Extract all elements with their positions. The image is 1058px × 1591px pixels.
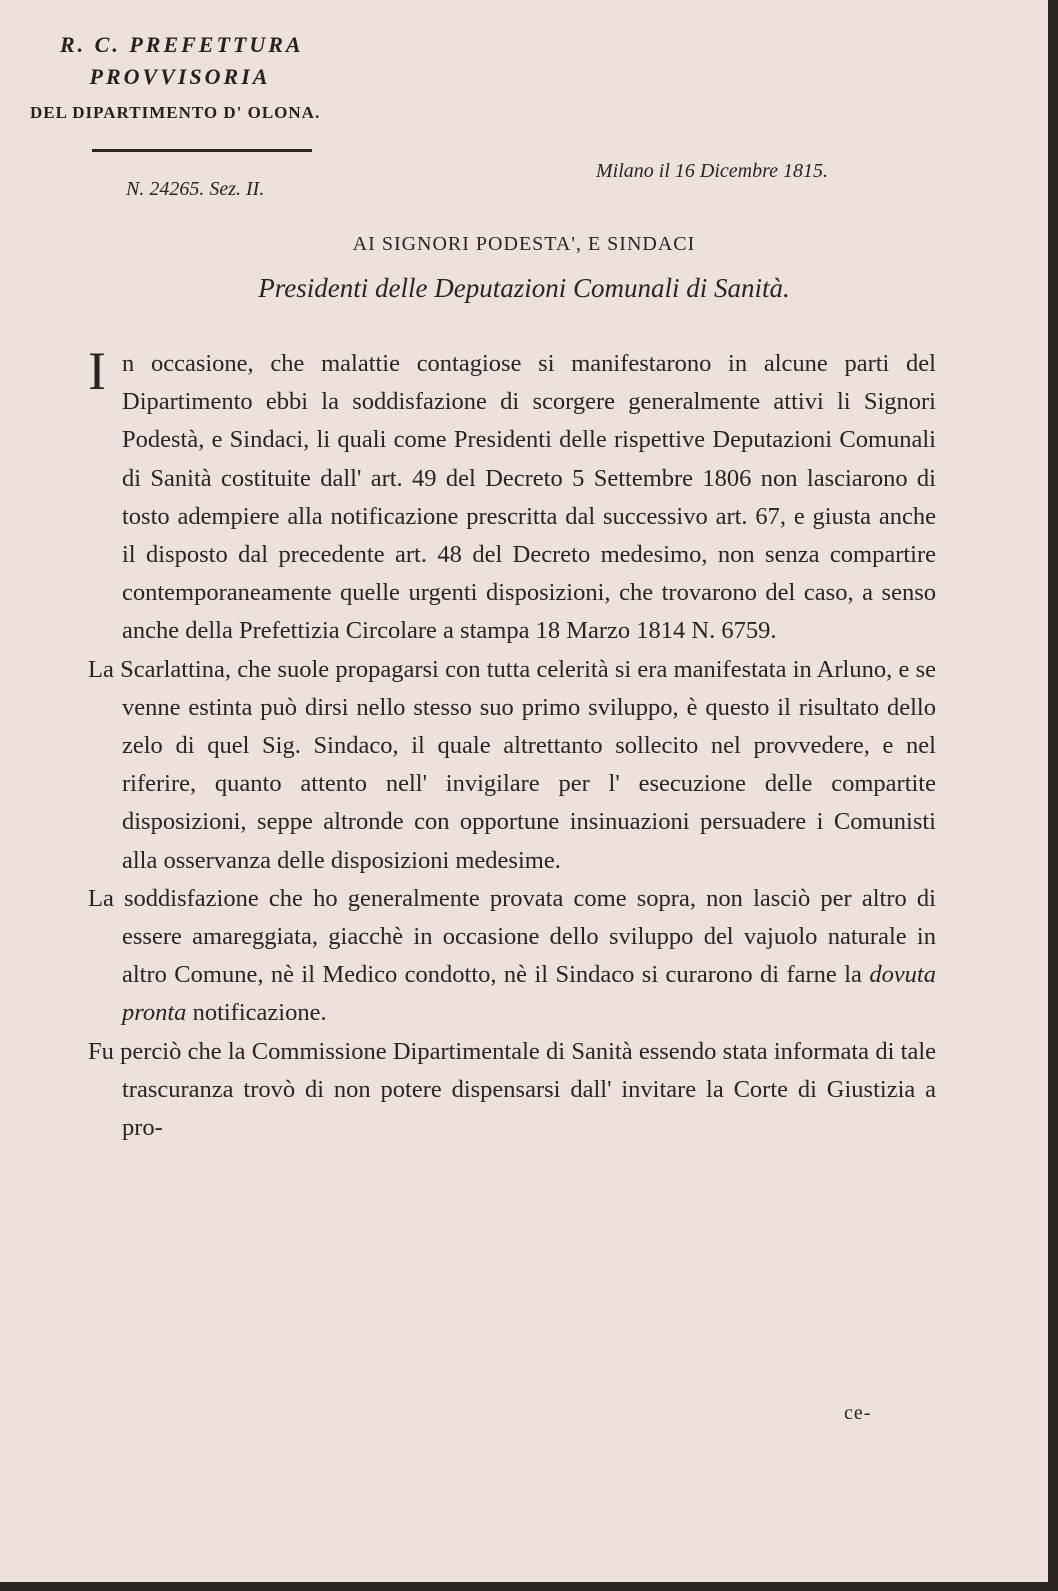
- addressee-line1: AI SIGNORI PODESTA', E SINDACI: [352, 233, 696, 255]
- paragraph-4: Fu perciò che la Commissione Dipartimentale di Sanità essendo stata informata di tale trascuranza trovò di non potere dispensarsi dall' invitare la Corte di Giustizia a pro-: [88, 1037, 936, 1142]
- paragraph-3-emphasis: dovuta pronta: [122, 961, 936, 1027]
- header-provvisoria: PROVVISORIA: [89, 64, 271, 89]
- document-date: Milano il 16 Dicembre 1815.: [596, 160, 829, 182]
- paragraph-3: [88, 880, 936, 1033]
- paragraph-1: [88, 341, 936, 651]
- drop-cap: I: [88, 341, 106, 401]
- header-prefettura: R. C. PREFETTURA: [60, 32, 304, 57]
- catchword: ce-: [844, 1402, 872, 1424]
- document-body: [88, 341, 936, 1147]
- protocol-number: N. 24265. Sez. II.: [126, 178, 265, 200]
- paragraph-3-text-b: notificazione.: [186, 999, 327, 1027]
- paragraph-3-text-a: La soddisfazione che ho generalmente provata come sopra, non lasciò per altro di essere amareggiata, giacchè in occasione dello sviluppo del vajuolo naturale in altro Comune, nè il Medico condotto, nè il Sindaco si curarono di farne la: [88, 884, 936, 989]
- header-rule: [92, 149, 312, 152]
- header-dipartimento: DEL DIPARTIMENTO D' OLONA.: [30, 103, 321, 122]
- paragraph-2: La Scarlattina, che suole propagarsi con tutta celerità si era manifestata in Arluno, e se venne estinta può dirsi nello stesso suo primo sviluppo, è questo il risultato dello zelo di quel Sig. Sindaco, il quale altrettanto sollecito nel provvedere, e nel riferire, quanto attento nell' invigilare per l' esecuzione delle compartite disposizioni, seppe altronde con opportune insinuazioni persuadere i Comunisti alla osservanza delle disposizioni medesime.: [88, 655, 936, 874]
- paragraph-1-text: n occasione, che malattie contagiose si manifestarono in alcune parti del Dipartimento ebbi la soddisfazione di scorgere generalmente attivi li Signori Podestà, e Sindaci, li quali come Presidenti delle rispettive Deputazioni Comunali di Sanità costituite dall' art. 49 del Decreto 5 Settembre 1806 non lasciarono di tosto adempiere alla notificazione prescritta dal successivo art. 67, e giusta anche il disposto dal precedente art. 48 del Decreto medesimo, non senza compartire contemporaneamente quelle urgenti disposizioni, che trovarono del caso, a senso anche della Prefettizia Circolare a stampa 18 Marzo 1814 N. 6759.: [122, 350, 936, 645]
- addressee-line2: Presidenti delle Deputazioni Comunali di Sanità.: [258, 273, 790, 303]
